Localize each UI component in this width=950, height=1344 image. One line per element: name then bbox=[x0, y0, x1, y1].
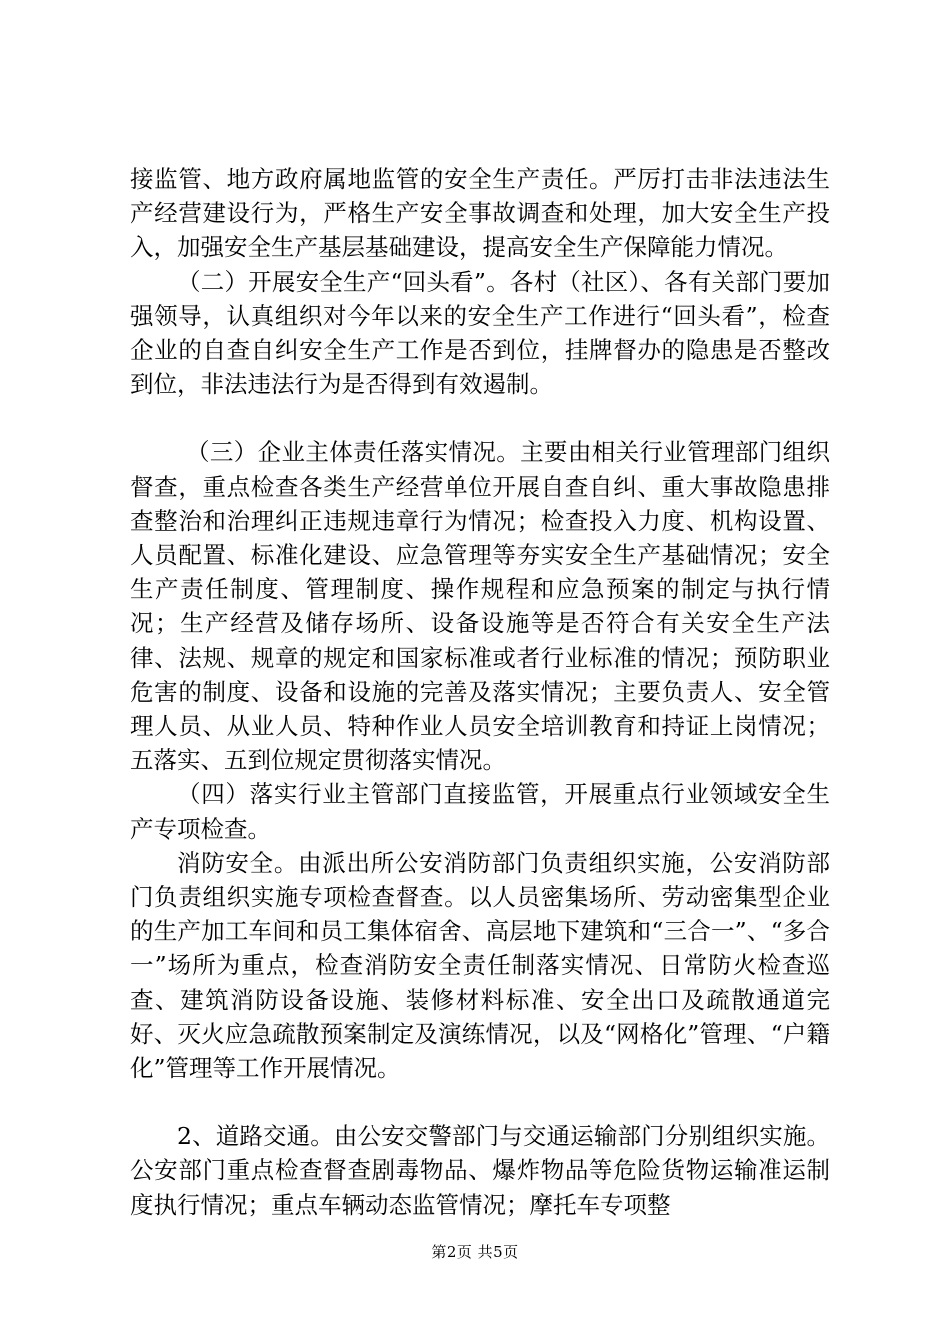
paragraph-section-3: （三）企业主体责任落实情况。主要由相关行业管理部门组织督查，重点检查各类生产经营单位开展自查自纠、重大事故隐患排查整治和治理纠正违规违章行为情况；检查投入力度、机构设置、人员配置、标准化建设、应急管理等夯实安全生产基础情况；安全生产责任制度、管理制度、操作规程和应急预案的制定与执行情况；生产经营及储存场所、设备设施等是否符合有关安全生产法律、法规、规章的规定和国家标准或者行业标准的情况；预防职业危害的制度、设备和设施的完善及落实情况；主要负责人、安全管理人员、从业人员、特种作业人员安全培训教育和持证上岗情况；五落实、五到位规定贯彻落实情况。 bbox=[130, 438, 830, 775]
paragraph-road-traffic: 2、道路交通。由公安交警部门与交通运输部门分别组织实施。公安部门重点检查督查剧毒物品、爆炸物品等危险货物运输准运制度执行情况；重点车辆动态监管情况；摩托车专项整 bbox=[130, 1122, 830, 1219]
paragraph-spacer bbox=[130, 1085, 830, 1119]
document-body bbox=[130, 162, 830, 1222]
paragraph-section-2: （二）开展安全生产“回头看”。各村（社区）、各有关部门要加强领导，认真组织对今年以来的安全生产工作进行“回头看”，检查企业的自查自纠安全生产工作是否到位，挂牌督办的隐患是否整改到位，非法违法行为是否得到有效遏制。 bbox=[130, 267, 830, 399]
paragraph-continuation: 接监管、地方政府属地监管的安全生产责任。严厉打击非法违法生产经营建设行为，严格生产安全事故调查和处理，加大安全生产投入，加强安全生产基层基础建设，提高安全生产保障能力情况。 bbox=[130, 165, 830, 262]
paragraph-section-4: （四）落实行业主管部门直接监管，开展重点行业领域安全生产专项检查。 bbox=[130, 780, 830, 843]
paragraph-spacer bbox=[130, 401, 830, 435]
paragraph-fire-safety: 消防安全。由派出所公安消防部门负责组织实施，公安消防部门负责组织实施专项检查督查。以人员密集场所、劳动密集型企业的生产加工车间和员工集体宿舍、高层地下建筑和“三合一”、“多合一”场所为重点，检查消防安全责任制落实情况、日常防火检查巡查、建筑消防设备设施、装修材料标准、安全出口及疏散通道完好、灭火应急疏散预案制定及演练情况，以及“网格化”管理、“户籍化”管理等工作开展情况。 bbox=[130, 848, 830, 1083]
page-number-footer: 第2页 共5页 bbox=[431, 1243, 519, 1261]
